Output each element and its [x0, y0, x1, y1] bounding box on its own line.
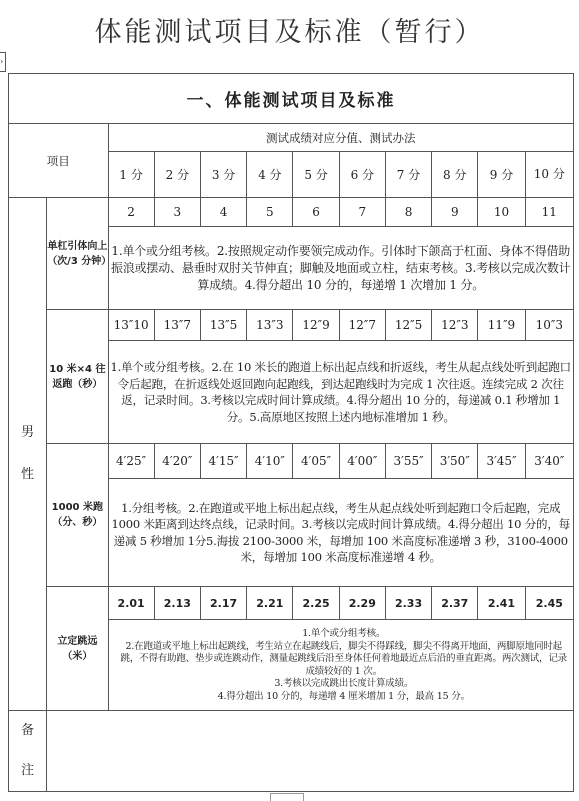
method-line: 4.得分超出 10 分的，每递增 4 厘米增加 1 分，最高 15 分。	[217, 690, 470, 702]
value-cell: 13″7	[154, 310, 200, 341]
value-cell: 10″3	[525, 310, 573, 341]
score-header-8: 8 分	[432, 152, 478, 198]
value-cell: 3′50″	[432, 444, 478, 479]
score-header-3: 3 分	[200, 152, 246, 198]
value-cell: 2.13	[154, 587, 200, 620]
remarks-label: 备注	[21, 723, 35, 778]
score-header-10: 10 分	[525, 152, 573, 198]
value-cell: 10	[478, 198, 525, 227]
value-cell: 2	[108, 198, 154, 227]
value-cell: 7	[339, 198, 385, 227]
value-cell: 5	[247, 198, 293, 227]
value-cell: 12″5	[385, 310, 431, 341]
method-line: 1.单个或分组考核。	[302, 628, 386, 639]
value-cell: 3′55″	[385, 444, 431, 479]
remarks-content[interactable]	[47, 711, 574, 792]
value-cell: 6	[293, 198, 339, 227]
gender-male	[9, 198, 47, 711]
section-title: 一、体能测试项目及标准	[9, 74, 574, 124]
page-edge-marker: ›	[0, 52, 6, 72]
score-header-4: 4 分	[247, 152, 293, 198]
value-cell: 11	[525, 198, 573, 227]
value-cell: 2.37	[432, 587, 478, 620]
value-cell: 2.33	[385, 587, 431, 620]
fitness-standard-table	[8, 73, 574, 792]
score-header-5: 5 分	[293, 152, 339, 198]
item-name-long-jump: 立定跳远（米）	[47, 587, 108, 711]
value-cell: 2.45	[525, 587, 573, 620]
item-name-shuttle-run: 10 米×4 往返跑（秒）	[47, 310, 108, 444]
value-cell: 3	[154, 198, 200, 227]
value-cell: 2.21	[247, 587, 293, 620]
value-cell: 12″7	[339, 310, 385, 341]
document-title: 体能测试项目及标准（暂行）	[94, 17, 485, 48]
value-cell: 4′05″	[293, 444, 339, 479]
method-line: 3.考核以完成跳出长度计算成绩。	[274, 678, 414, 689]
value-cell: 13″3	[247, 310, 293, 341]
value-cell: 2.01	[108, 587, 154, 620]
value-cell: 4′10″	[247, 444, 293, 479]
value-cell: 12″3	[432, 310, 478, 341]
score-header-9: 9 分	[478, 152, 525, 198]
method-1000m-run: 1.分组考核。2.在跑道或平地上标出起点线，考生从起点线处听到起跑口令后起跑，完成 1000 米距离到达终点线，记录时间。3.考核以完成时间计算成绩。4.得分超出 10 分的，每递减 5 秒增加 1分5.海拔 2100-3000 米，每增加 100 米高度标准递增 3 秒，3100-4000 米，每增加 100 米高度标准递增 4 秒。	[108, 479, 574, 587]
remarks-label-cell	[9, 711, 47, 792]
value-cell: 3′40″	[525, 444, 573, 479]
value-cell: 11″9	[478, 310, 525, 341]
value-cell: 13″10	[108, 310, 154, 341]
method-shuttle-run: 1.单个或分组考核。2.在 10 米长的跑道上标出起点线和折返线，考生从起点线处听到起跑口令后起跑，在折返线处返回跑向起跑线，到达起跑线时为完成 1 次往返。连续完成 2 次往返，记录时间。3.考核以完成时间计算成绩。4.得分超出 10 分的，每递减 0.1 秒增加 1 分。5.高原地区按照上述内地标准增加 1 秒。	[108, 341, 574, 444]
score-header-6: 6 分	[339, 152, 385, 198]
scores-title: 测试成绩对应分值、测试办法	[108, 124, 574, 152]
value-cell: 9	[432, 198, 478, 227]
score-header-1: 1 分	[108, 152, 154, 198]
value-cell: 12″9	[293, 310, 339, 341]
value-cell: 4′25″	[108, 444, 154, 479]
value-cell: 4′00″	[339, 444, 385, 479]
value-cell: 4′15″	[200, 444, 246, 479]
gender-label: 男性	[21, 425, 35, 482]
value-cell: 2.41	[478, 587, 525, 620]
method-line: 2.在跑道或平地上标出起跳线，考生站立在起跳线后，脚尖不得踩线，脚尖不得离开地面，两脚原地同时起跳，不得有助跑、垫步或连跳动作，测量起跳线后沿至身体任何着地最近点后沿的垂直距离。两次测试，记录成绩较好的 1 次。	[120, 640, 567, 677]
method-pullup: 1.单个或分组考核。2.按照规定动作要领完成动作。引体时下颌高于杠面、身体不得借助振浪或摆动、悬垂时双肘关节伸直；脚触及地面或立柱，结束考核。3.考核以完成次数计算成绩。4.得分超出 10 分的，每递增 1 次增加 1 分。	[108, 227, 574, 310]
item-header: 项目	[9, 124, 109, 198]
value-cell: 3′45″	[478, 444, 525, 479]
score-header-7: 7 分	[385, 152, 431, 198]
value-cell: 2.29	[339, 587, 385, 620]
value-cell: 4′20″	[154, 444, 200, 479]
score-header-2: 2 分	[154, 152, 200, 198]
item-name-pullup: 单杠引体向上（次/3 分钟）	[47, 198, 108, 310]
item-name-1000m-run: 1000 米跑（分、秒）	[47, 444, 108, 587]
value-cell: 4	[200, 198, 246, 227]
value-cell: 2.25	[293, 587, 339, 620]
value-cell: 2.17	[200, 587, 246, 620]
method-long-jump	[108, 620, 574, 711]
value-cell: 8	[385, 198, 431, 227]
value-cell: 13″5	[200, 310, 246, 341]
